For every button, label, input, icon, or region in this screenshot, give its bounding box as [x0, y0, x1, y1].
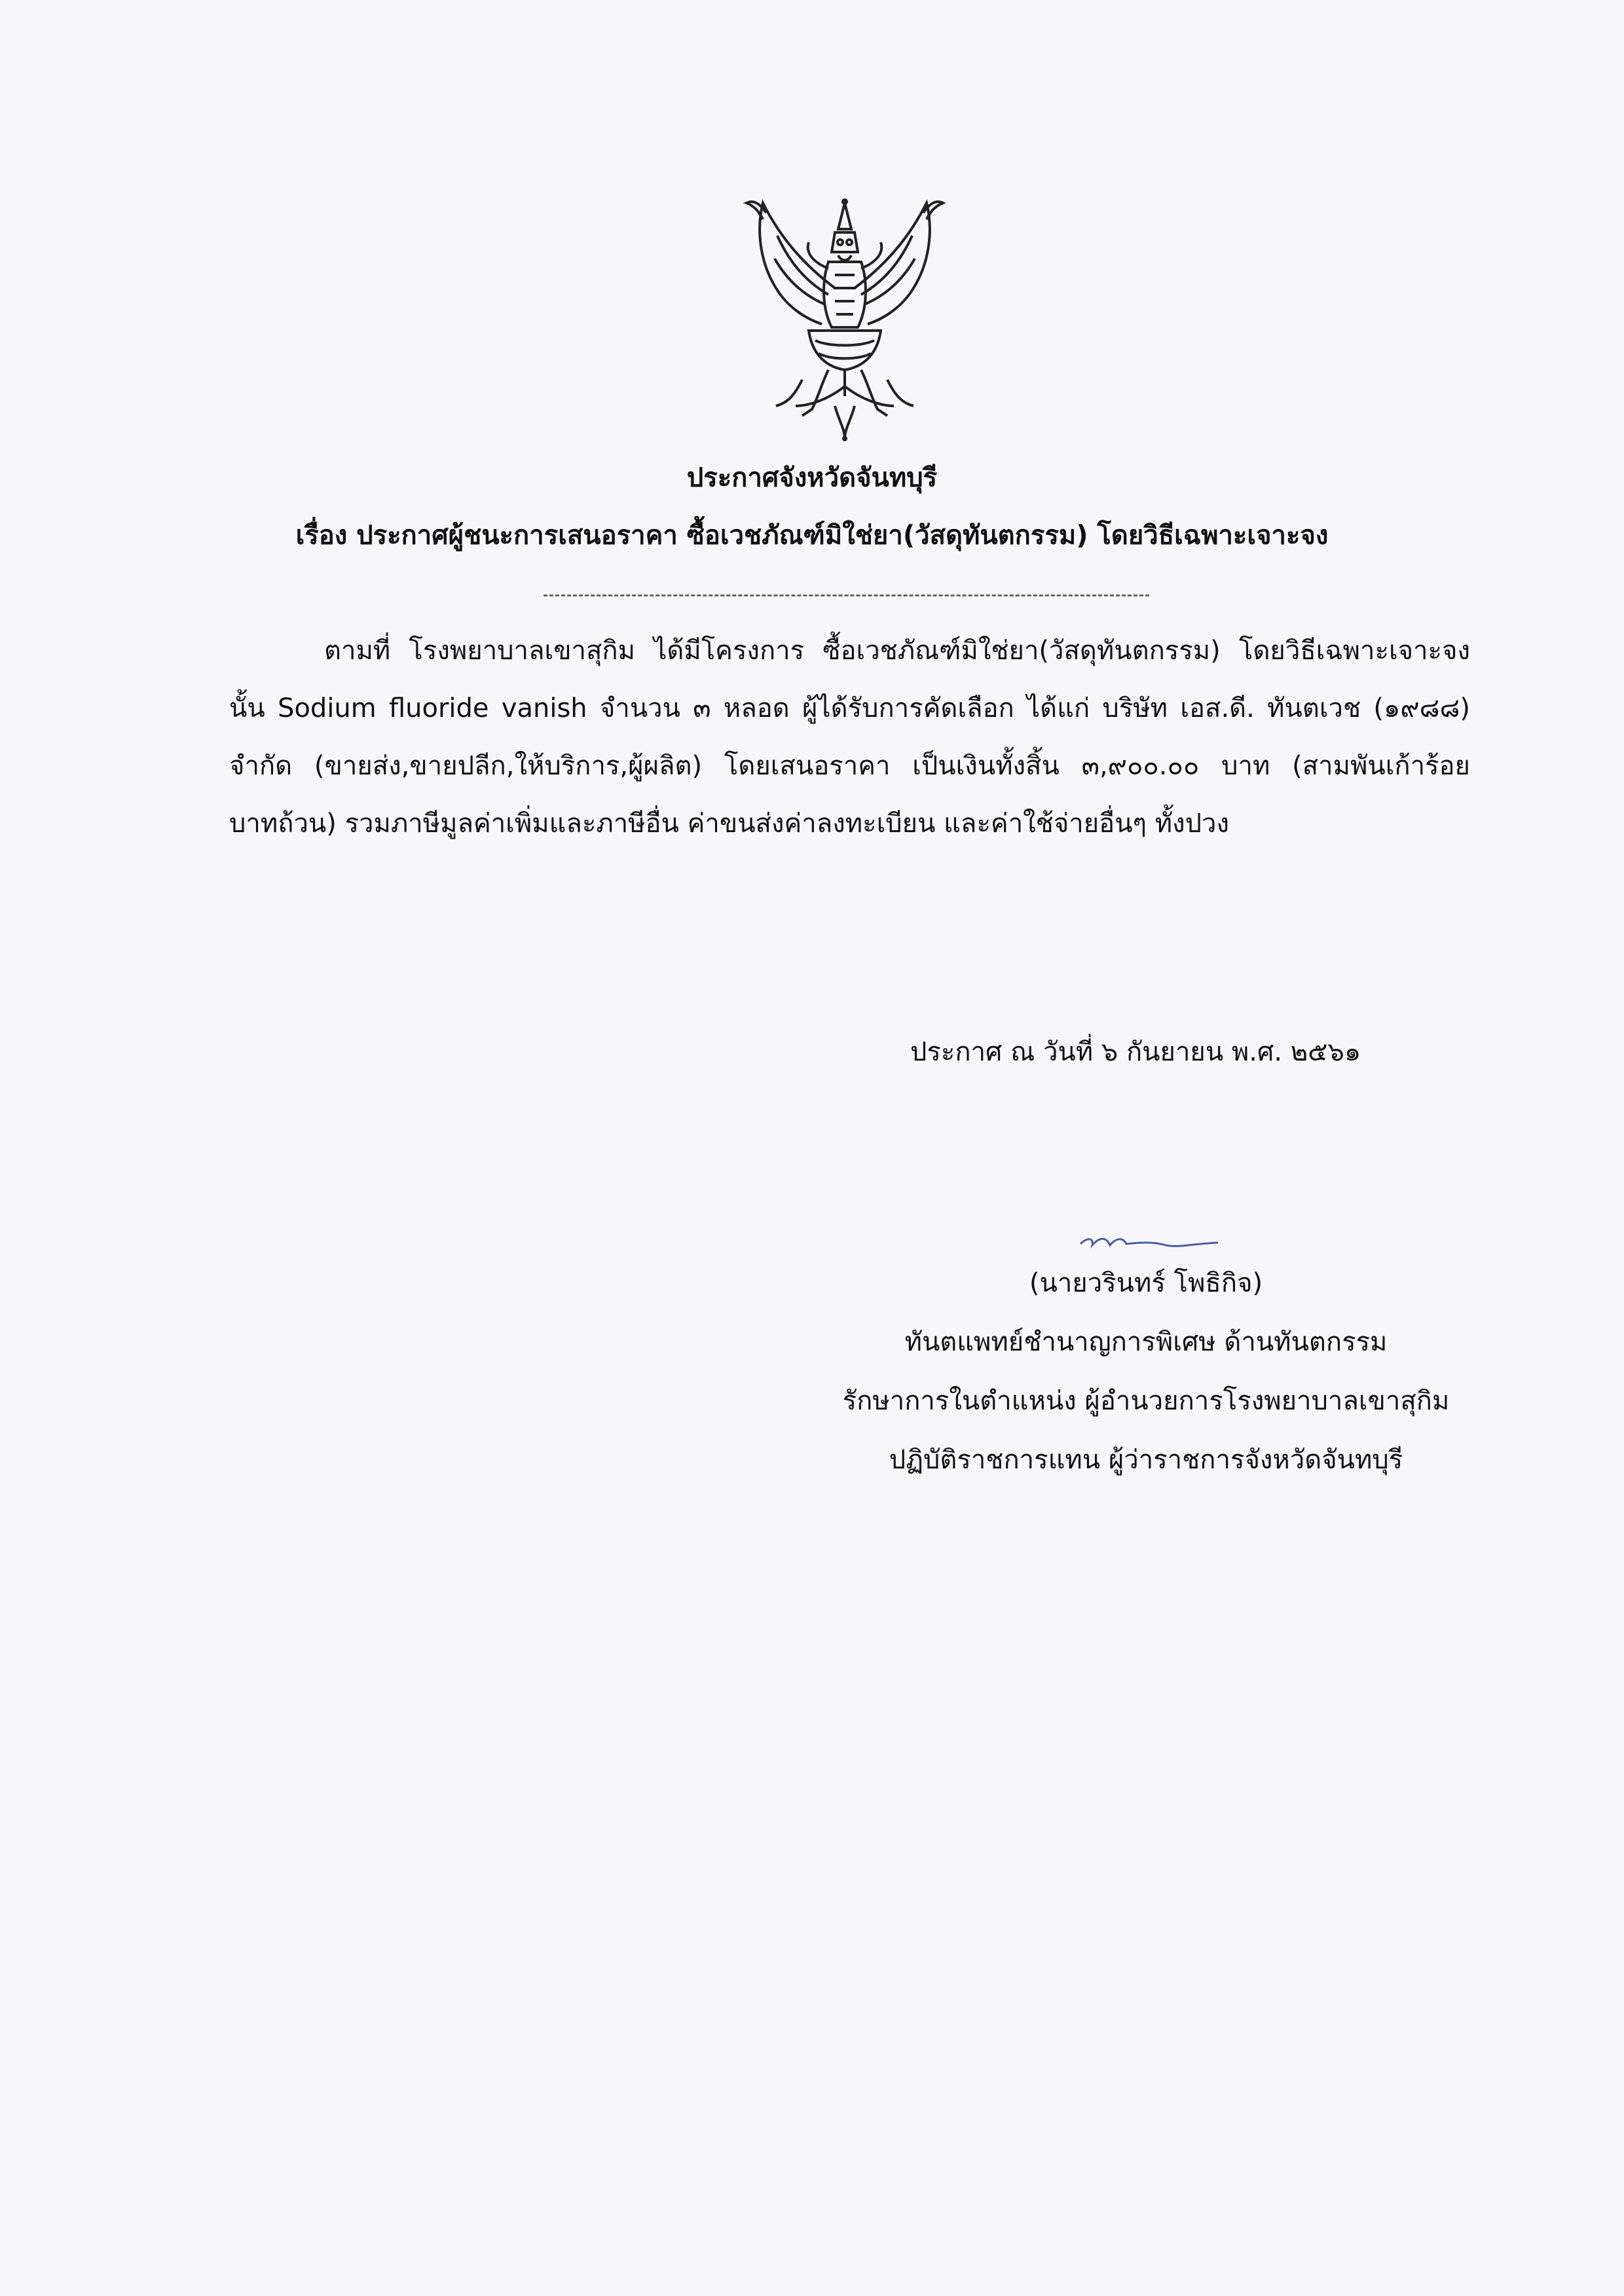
announcement-date: ประกาศ ณ วันที่ ๖ กันยายน พ.ศ. ๒๕๖๑ [910, 1037, 1361, 1067]
signatory-name: (นายวรินทร์ โพธิกิจ) [1029, 1268, 1263, 1298]
signatory-acting-position: รักษาการในตำแหน่ง ผู้อำนวยการโรงพยาบาลเขาสุกิม [842, 1386, 1450, 1416]
document-subject: เรื่อง ประกาศผู้ชนะการเสนอราคา ซื้อเวชภัณฑ์มิใช่ยา(วัสดุทันตกรรม) โดยวิธีเฉพาะเจาะจง [295, 520, 1329, 551]
separator-rule [544, 594, 1149, 596]
signature-mark [1074, 1218, 1231, 1257]
signatory-on-behalf: ปฏิบัติราชการแทน ผู้ว่าราชการจังหวัดจันทบุรี [889, 1445, 1403, 1475]
body-paragraph-line: นั้น Sodium fluoride vanish จำนวน ๓ หลอด ผู้ได้รับการคัดเลือก ได้แก่ บริษัท เอส.ดี. ทันตเวช (๑๙๘๘) [229, 693, 1470, 723]
document-title: ประกาศจังหวัดจันทบุรี [686, 463, 938, 493]
body-paragraph-line: จำกัด (ขายส่ง,ขายปลีก,ให้บริการ,ผู้ผลิต) โดยเสนอราคา เป็นเงินทั้งสิ้น ๓,๙๐๐.๐๐ บาท (สามพันเก้าร้อย [229, 751, 1470, 781]
garuda-emblem-icon [737, 190, 953, 442]
signatory-position: ทันตแพทย์ชำนาญการพิเศษ ด้านทันตกรรม [904, 1327, 1388, 1357]
body-paragraph-line: ตามที่ โรงพยาบาลเขาสุกิม ได้มีโครงการ ซื้อเวชภัณฑ์มิใช่ยา(วัสดุทันตกรรม) โดยวิธีเฉพาะเจาะจง [324, 636, 1470, 666]
body-paragraph-line: บาทถ้วน) รวมภาษีมูลค่าเพิ่มและภาษีอื่น ค่าขนส่งค่าลงทะเบียน และค่าใช้จ่ายอื่นๆ ทั้งปวง [229, 809, 1230, 839]
